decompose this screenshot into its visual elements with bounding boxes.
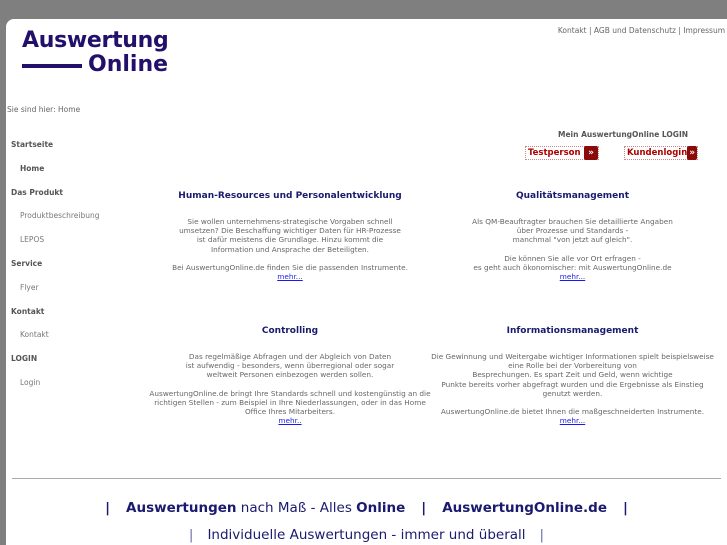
breadcrumb: Sie sind hier: Home — [7, 105, 81, 114]
text-line: weltweit Personen einbezogen werden sollen. — [206, 370, 374, 380]
section-text — [146, 389, 434, 426]
text-line: Die Gewinnung und Weitergabe wichtiger Informationen spielt beispielsweise — [431, 352, 714, 361]
separator: | — [539, 527, 545, 543]
nav-item-home[interactable]: Home — [20, 163, 45, 173]
text-line: ist dafür meistens die Grundlage. Hinzu kommt die — [196, 235, 384, 245]
footer-slogan — [6, 500, 727, 516]
divider — [12, 478, 721, 479]
separator: | — [678, 26, 681, 35]
text-line: Sie wollen unternehmens-strategische Vorgaben schnell — [187, 217, 393, 226]
section-title: Human-Resources und Personalentwicklung — [178, 191, 402, 201]
separator: | — [188, 527, 194, 543]
section-title: Controlling — [261, 326, 319, 336]
testperson-button[interactable] — [525, 146, 599, 160]
text-line: Punkte bereits vorher abgefragt wurden und die Ergebnisse als Einstieg — [441, 379, 704, 389]
nav-item-flyer[interactable]: Flyer — [20, 282, 39, 292]
separator: | — [622, 500, 628, 516]
nav-item-service[interactable]: Service — [11, 259, 43, 268]
nav-item-login[interactable]: LOGIN — [11, 354, 38, 364]
text-line: richtigen Stellen - zum Beispiel in Ihre Niederlassungen, oder in das Home — [154, 397, 426, 407]
separator: | — [421, 500, 427, 516]
text-line: über Prozesse und Standards - — [516, 226, 629, 236]
kundenlogin-button[interactable] — [624, 146, 698, 160]
section-text — [146, 217, 434, 254]
section-text — [426, 407, 719, 425]
more-link[interactable]: mehr... — [559, 272, 586, 282]
double-chevron-right-icon: » — [584, 146, 598, 160]
footer-a2: nach Maß - Alles — [236, 500, 357, 516]
testperson-label: Testperson — [528, 148, 581, 158]
text-line: es geht auch ökonomischer: mit AuswertungOnline.de — [473, 262, 672, 272]
text-line: Das regelmäßige Abfragen und der Abgleich von Daten — [188, 352, 392, 361]
section-title: Qualitätsmanagement — [515, 191, 629, 201]
text-line: Die können Sie alle vor Ort erfragen - — [504, 253, 641, 263]
footer-domain: AuswertungOnline.de — [442, 500, 607, 516]
footer-tagline — [6, 527, 727, 543]
text-line: umsetzen? Die Beschaffung wichtiger Daten für HR-Prozesse — [179, 226, 401, 236]
nav-item-login[interactable]: Login — [20, 378, 41, 387]
page — [6, 19, 727, 545]
footer-a1: Auswertungen — [126, 500, 237, 516]
nav-item-das-produkt[interactable]: Das Produkt — [11, 187, 63, 197]
text-line: manchmal "von jetzt auf gleich". — [512, 235, 633, 245]
section-qm — [426, 191, 719, 281]
text-line: AuswertungOnline.de bringt Ihre Standards schnell und kostengünstig an die — [149, 388, 431, 398]
text-line: genutzt werden. — [542, 388, 603, 398]
section-text — [426, 352, 719, 398]
section-text — [146, 352, 434, 380]
logo-line1: Auswertung — [22, 28, 169, 53]
double-chevron-right-icon: » — [689, 148, 696, 158]
more-link[interactable]: mehr... — [277, 272, 303, 282]
text-line: Information und Ansprache der Beteiligten. — [210, 244, 370, 254]
text-line: Bei AuswertungOnline.de finden Sie die passenden Instrumente. — [172, 262, 408, 272]
section-text — [426, 217, 719, 245]
text-line: eine Rolle bei der Vorbereitung von — [508, 361, 637, 371]
section-controlling — [146, 326, 434, 425]
link-impressum[interactable]: Impressum — [683, 26, 725, 35]
nav-item-startseite[interactable]: Startseite — [11, 140, 54, 149]
separator: | — [588, 26, 592, 35]
text-line: AuswertungOnline.de bietet Ihnen die maßgeschneiderten Instrumente. — [440, 407, 705, 417]
top-links — [558, 26, 725, 35]
nav-item-lepos[interactable]: LEPOS — [20, 235, 45, 245]
more-link[interactable]: mehr.. — [278, 416, 302, 426]
link-kontakt[interactable]: Kontakt — [557, 26, 587, 35]
text-line: Als QM-Beauftragter brauchen Sie detaillierte Angaben — [472, 217, 673, 226]
more-link[interactable]: mehr... — [559, 416, 586, 426]
separator: | — [105, 500, 111, 516]
section-text — [146, 263, 434, 281]
nav-item-kontakt[interactable]: Kontakt — [11, 306, 45, 316]
link-agb[interactable]: AGB und Datenschutz — [593, 26, 676, 35]
section-hr — [146, 191, 434, 281]
nav-item-kontakt[interactable]: Kontakt — [20, 330, 49, 340]
logo-line2: Online — [88, 52, 169, 77]
login-title: Mein AuswertungOnline LOGIN — [558, 130, 689, 139]
section-infomanagement — [426, 326, 719, 425]
text-line: ist aufwendig - besonders, wenn überregional oder sogar — [185, 361, 395, 371]
text-line: Office Ihres Mitarbeiters. — [244, 407, 336, 417]
logo-bar — [22, 64, 82, 68]
section-title: Informationsmanagement — [506, 326, 639, 336]
kundenlogin-label: Kundenlogin — [627, 148, 688, 158]
footer-a3: Online — [356, 500, 406, 516]
nav-item-produktbeschreibung[interactable]: Produktbeschreibung — [20, 211, 100, 221]
text-line: Besprechungen. Es spart Zeit und Geld, wenn wichtige — [472, 370, 673, 380]
section-text — [426, 254, 719, 282]
footer-tagline-text: Individuelle Auswertungen - immer und überall — [207, 527, 526, 543]
